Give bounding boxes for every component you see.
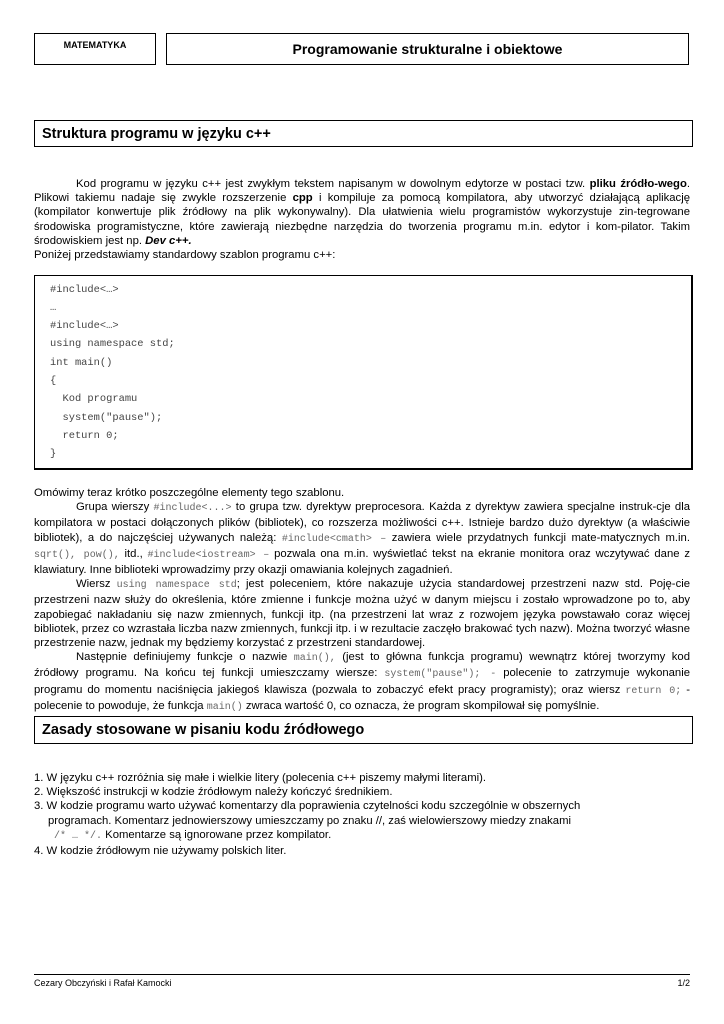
code-line: …	[50, 302, 57, 314]
intro-paragraph	[34, 177, 690, 262]
list-item: 1. W języku c++ rozróżnia się małe i wielkie litery (polecenia c++ piszemy małymi literami).	[34, 772, 487, 784]
text: itd.,	[119, 547, 148, 560]
text: - polecenie to powoduje, że funkcja	[34, 683, 690, 712]
inline-code: system("pause"); -	[384, 669, 497, 681]
text: Grupa wierszy	[76, 501, 154, 514]
intro-text-3: i kompiluje za pomocą kompilatora, aby utworzyć działającą aplikację (kompilator konwertuje plik źródłowy na plik wykonywalny). Dla ułatwienia wielu programistów wykorzystuje zin-tegrowane środowiska programistyczne, które zawierają niezbędne narzędzia do tworzenia programu m.in. edytor i kom-pilator. Takim środowiskiem jest np.	[34, 192, 690, 247]
code-line: #include<…>	[50, 284, 119, 296]
list-item: 3. W kodzie programu warto używać komentarzy dla poprawienia czytelności kodu szczególnie w obszernych	[34, 800, 581, 813]
intro-text	[34, 177, 690, 248]
list-item: 4. W kodzie źródłowym nie używamy polskich liter.	[34, 845, 287, 858]
intro-bold-1: pliku źródło-wego	[589, 178, 687, 190]
explanation-intro: Omówimy teraz krótko poszczególne elementy tego szablonu.	[34, 487, 345, 499]
code-line: return 0;	[50, 430, 119, 442]
title-box	[166, 33, 689, 65]
code-line: int main()	[50, 357, 113, 369]
text: zawiera wiele przydatnych funkcji mate-matycznych m.in.	[386, 531, 690, 544]
inline-code: /* … */.	[54, 830, 103, 842]
text: polecenie to zatrzymuje wykonanie programu do momentu naciśnięcia jakiegoś klawisza (pozwala to zobaczyć efekt pracy programisty); oraz wiersz	[34, 667, 690, 696]
inline-code: main()	[206, 701, 243, 713]
inline-code: using namespace std	[116, 580, 237, 592]
code-line: }	[50, 448, 57, 460]
code-line: system("pause");	[50, 412, 163, 424]
section-heading-text: Struktura programu w języku c++	[42, 125, 271, 142]
inline-code: sqrt(), pow(),	[34, 549, 120, 561]
text: (jest to główna funkcja programu) wewnątrz której tworzymy kod źródłowy programu. Na końcu tej funkcji umieszczamy wiersze:	[34, 651, 690, 680]
text: zwraca wartość 0, co oznacza, że program skompilował się pomyślnie.	[242, 699, 600, 712]
inline-code: return 0;	[625, 685, 682, 697]
inline-code: main(),	[293, 653, 336, 665]
intro-bold-italic: Dev c++.	[145, 234, 192, 247]
inline-code: #include<...>	[153, 503, 232, 515]
list-item-continuation	[34, 828, 690, 844]
text: Komentarze są ignorowane przez kompilator.	[102, 828, 332, 841]
intro-bold-2: cpp	[292, 192, 313, 205]
code-template-box	[34, 275, 693, 470]
text: to grupa tzw. dyrektyw preprocesora. Każda z dyrektyw zawiera specjalne instruk-cje dla kompilatora w postaci dołączonych plików (bibliotek), co rozszerza możliwości c++. Istnieje bardzo dużo dyrektyw (a właściwie bibliotek), a do najczęściej używanych należą:	[34, 501, 690, 544]
code-line: {	[50, 375, 57, 387]
section-heading-structure	[34, 120, 693, 147]
footer-page-number: 1/2	[677, 978, 690, 988]
list-item-continuation: programach. Komentarz jednowierszowy umieszczamy po znaku //, zaś wielowierszowy miedzy znakami	[48, 814, 571, 827]
inline-code: #include<iostream> –	[147, 549, 270, 561]
section-heading-text: Zasady stosowane w pisaniu kodu źródłowego	[42, 722, 365, 738]
text: pozwala ona m.in. wyświetlać tekst na ekranie monitora oraz wczytywać dane z klawiatury. Inne biblioteki wprowadzimy przy okazji omawiania kolejnych zagadnień.	[34, 547, 690, 577]
code-line: Kod programu	[50, 393, 138, 405]
explanation-include	[34, 500, 690, 577]
rules-list	[34, 771, 690, 858]
intro-text-1: Kod programu w języku c++ jest zwykłym tekstem napisanym w dowolnym edytorze w postaci tzw.	[76, 178, 590, 190]
intro-text-2: . Plikowi takiemu nadaje się zwykle rozszerzenie	[34, 178, 690, 205]
subject-label: MATEMATYKA	[63, 40, 127, 50]
footer-authors: Cezary Obczyński i Rafał Kamocki	[34, 978, 172, 988]
footer-divider	[34, 974, 690, 975]
text: Wiersz	[76, 578, 117, 591]
code-line: #include<…>	[50, 320, 119, 332]
page-title: Programowanie strukturalne i obiektowe	[292, 41, 563, 57]
explanation-namespace	[34, 577, 690, 650]
text: Następnie definiujemy funkcje o nazwie	[76, 651, 294, 664]
subject-box	[34, 33, 156, 65]
code-line: using namespace std;	[50, 338, 175, 350]
intro-line-2: Poniżej przedstawiamy standardowy szablon programu c++:	[34, 249, 336, 262]
list-item: 2. Większość instrukcji w kodzie źródłowym należy kończyć średnikiem.	[34, 786, 393, 799]
section-heading-rules	[34, 716, 693, 744]
explanation-main	[34, 650, 690, 715]
text: ; jest poleceniem, które nakazuje użycia standardowej przestrzeni nazw std. Poję-cie przestrzeni nazw służy do określenia, które zmienne i funkcje można użyć w danym miejscu i zostało wprowadzone po to, aby zapobiegać nakładaniu się nazw zmiennych, funkcji itp. (na przestrzeni lat wraz z rozwojem języka powstawało coraz więcej bibliotek, przez co wzrastała liczba nazw zmiennych, funkcji itp. i w rezultacie zaczęło brakować tych nazw). Można tworzyć własne przestrzenie nazw, jednak my będziemy korzystać z przestrzeni standardowej.	[34, 578, 691, 650]
inline-code: #include<cmath> –	[281, 533, 387, 545]
explanation-block	[34, 486, 690, 715]
